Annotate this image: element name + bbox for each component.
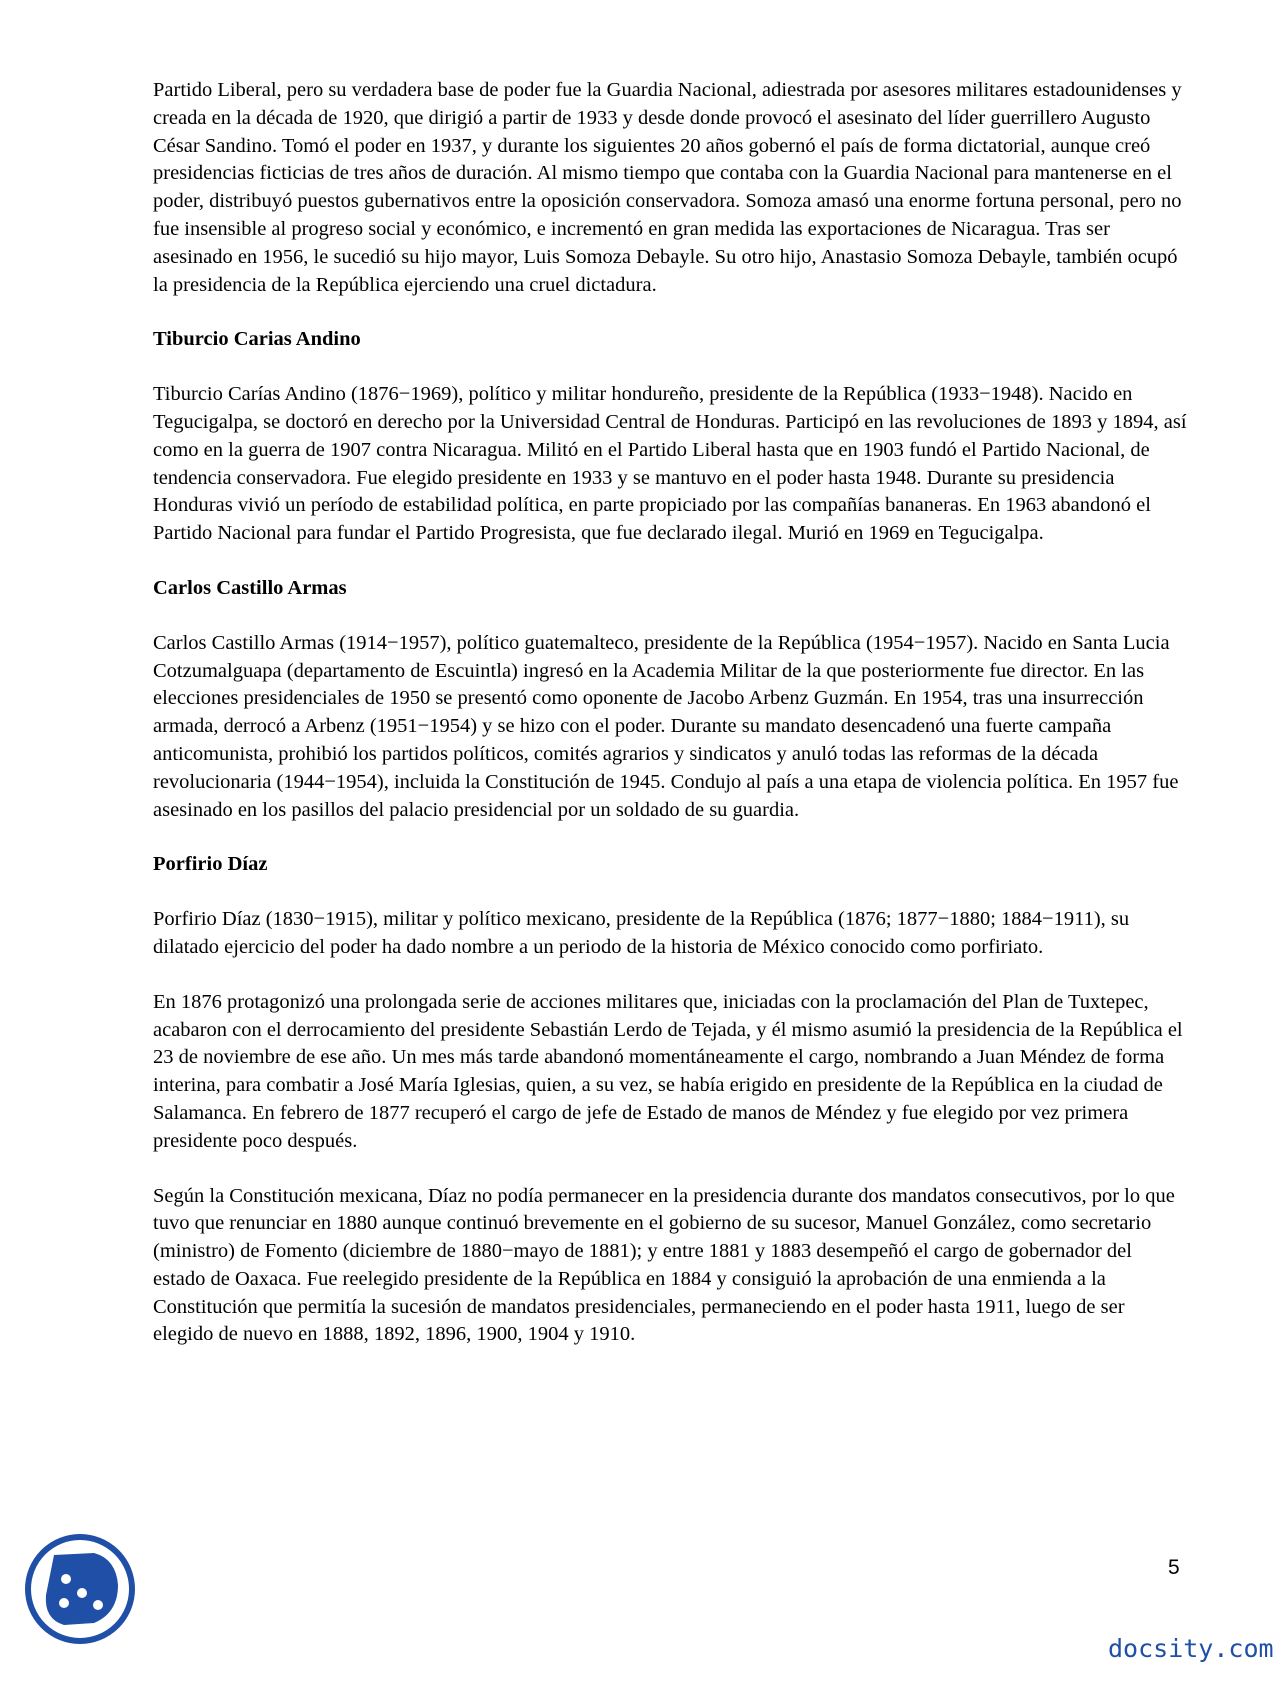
- section-carlos-castillo: [153, 575, 1188, 824]
- section-tiburcio-carias: [153, 326, 1188, 548]
- docsity-logo-icon[interactable]: [24, 1533, 136, 1645]
- paragraph: En 1876 protagonizó una prolongada serie de acciones militares que, iniciadas con la proclamación del Plan de Tuxtepec, acabaron con el derrocamiento del presidente Sebastián Lerdo de Tejada, y él mismo asumió la presidencia de la República el 23 de noviembre de ese año. Un mes más tarde abandonó momentáneamente el cargo, nombrando a Juan Méndez de forma interina, para combatir a José María Iglesias, quien, a su vez, se había erigido en presidente de la República en la ciudad de Salamanca. En febrero de 1877 recuperó el cargo de jefe de Estado de manos de Méndez y fue elegido por vez primera presidente poco después.: [153, 990, 1183, 1152]
- paragraph: Partido Liberal, pero su verdadera base de poder fue la Guardia Nacional, adiestrada por asesores militares estadounidenses y creada en la década de 1920, que dirigió a partir de 1933 y desde donde provocó el asesinato del líder guerrillero Augusto César Sandino. Tomó el poder en 1937, y durante los siguientes 20 años gobernó el país de forma dictatorial, aunque creó presidencias ficticias de tres años de duración. Al mismo tiempo que contaba con la Guardia Nacional para mantenerse en el poder, distribuyó puestos gubernativos entre la oposición conservadora. Somoza amasó una enorme fortuna personal, pero no fue insensible al progreso social y económico, e incrementó en gran medida las exportaciones de Nicaragua. Tras ser asesinado en 1956, le sucedió su hijo mayor, Luis Somoza Debayle. Su otro hijo, Anastasio Somoza Debayle, también ocupó la presidencia de la República ejerciendo una cruel dictadura.: [153, 79, 1182, 296]
- docsity-link[interactable]: docsity.com: [1108, 1634, 1274, 1663]
- section-heading: Porfirio Díaz: [153, 853, 268, 876]
- section-porfirio-diaz: [153, 851, 1188, 1349]
- section-heading: Carlos Castillo Armas: [153, 576, 347, 599]
- page-number: 5: [1168, 1556, 1180, 1579]
- document-body: [153, 77, 1188, 1376]
- paragraph: Porfirio Díaz (1830−1915), militar y político mexicano, presidente de la República (1876; 1877−1880; 1884−1911), su dilatado ejercicio del poder ha dado nombre a un periodo de la historia de México conocido como porfiriato.: [153, 908, 1130, 958]
- section-heading: Tiburcio Carias Andino: [153, 328, 361, 351]
- paragraph: Tiburcio Carías Andino (1876−1969), político y militar hondureño, presidente de la República (1933−1948). Nacido en Tegucigalpa, se doctoró en derecho por la Universidad Central de Honduras. Participó en las revoluciones de 1893 y 1894, así como en la guerra de 1907 contra Nicaragua. Militó en el Partido Liberal hasta que en 1903 fundó el Partido Nacional, de tendencia conservadora. Fue elegido presidente en 1933 y se mantuvo en el poder hasta 1948. Durante su presidencia Honduras vivió un período de estabilidad política, en parte propiciado por las compañías bananeras. En 1963 abandonó el Partido Nacional para fundar el Partido Progresista, que fue declarado ilegal. Murió en 1969 en Tegucigalpa.: [153, 383, 1187, 545]
- paragraph: Según la Constitución mexicana, Díaz no podía permanecer en la presidencia durante dos mandatos consecutivos, por lo que tuvo que renunciar en 1880 aunque continuó brevemente en el gobierno de su sucesor, Manuel González, como secretario (ministro) de Fomento (diciembre de 1880−mayo de 1881); y entre 1881 y 1883 desempeñó el cargo de gobernador del estado de Oaxaca. Fue reelegido presidente de la República en 1884 y consiguió la aprobación de una enmienda a la Constitución que permitía la sucesión de mandatos presidenciales, permaneciendo en el poder hasta 1911, luego de ser elegido de nuevo en 1888, 1892, 1896, 1900, 1904 y 1910.: [153, 1184, 1175, 1346]
- paragraph: Carlos Castillo Armas (1914−1957), político guatemalteco, presidente de la República (1954−1957). Nacido en Santa Lucia Cotzumalguapa (departamento de Escuintla) ingresó en la Academia Militar de la que posteriormente fue director. En las elecciones presidenciales de 1950 se presentó como oponente de Jacobo Arbenz Guzmán. En 1954, tras una insurrección armada, derrocó a Arbenz (1951−1954) y se hizo con el poder. Durante su mandato desencadenó una fuerte campaña anticomunista, prohibió los partidos políticos, comités agrarios y sindicatos y anuló todas las reformas de la década revolucionaria (1944−1954), incluida la Constitución de 1945. Condujo al país a una etapa de violencia política. En 1957 fue asesinado en los pasillos del palacio presidencial por un soldado de su guardia.: [153, 631, 1179, 821]
